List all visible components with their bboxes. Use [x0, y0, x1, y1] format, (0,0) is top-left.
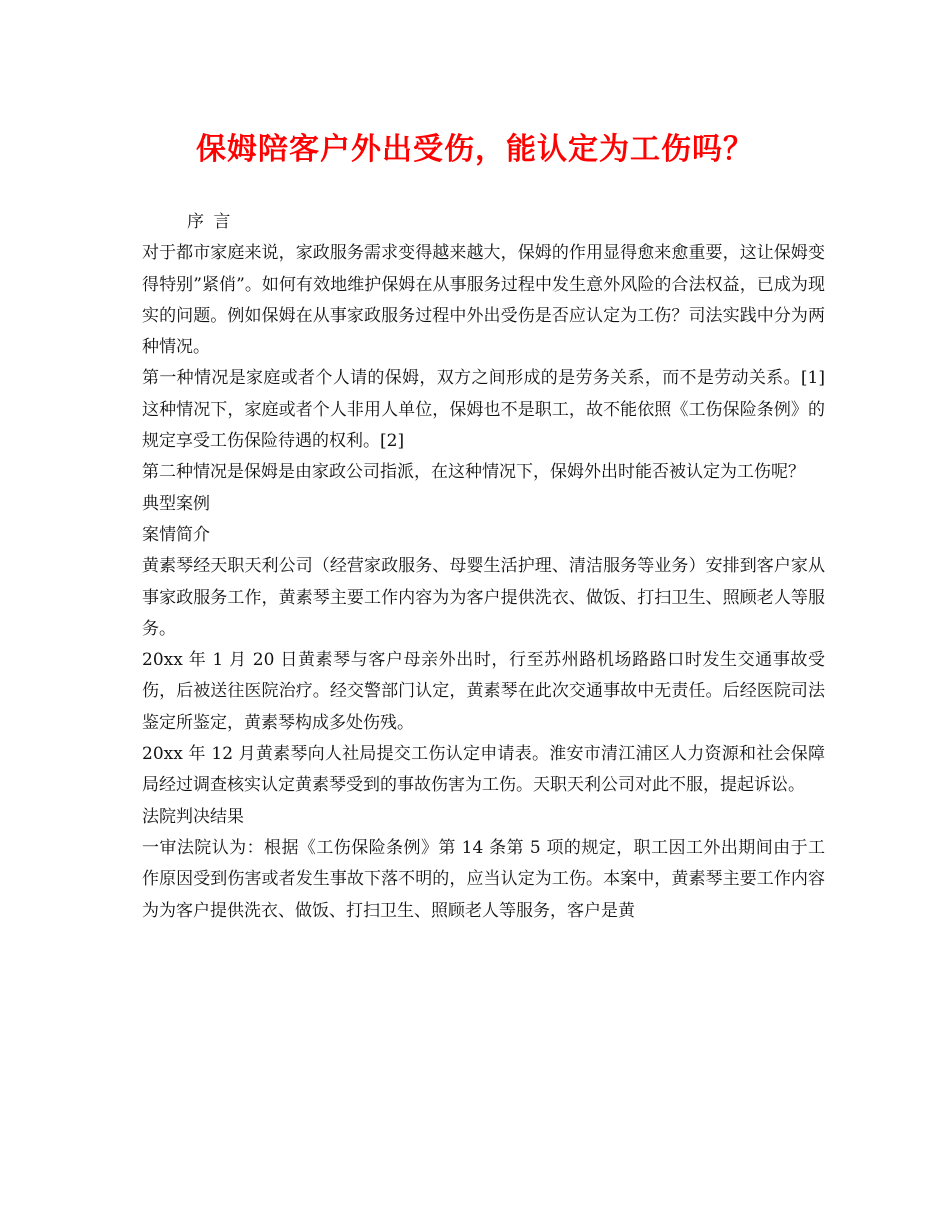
preface-heading: 序 言: [187, 212, 233, 232]
paragraph-application: 20xx 年 12 月黄素琴向人社局提交工伤认定申请表。淮安市清江浦区人力资源和社会保障局经过调查核实认定黄素琴受到的事故伤害为工伤。天职天利公司对此不服，提起诉讼。: [142, 744, 825, 796]
paragraph-first-instance: 一审法院认为：根据《工伤保险条例》第 14 条第 5 项的规定，职工因工外出期间由于工作原因受到伤害或者发生事故下落不明的，应当认定为工伤。本案中，黄素琴主要工作内容为为客户提供洗衣、做饭、打扫卫生、照顾老人等服务，客户是黄: [142, 837, 825, 921]
section-heading-typical-case: 典型案例: [142, 493, 210, 514]
document-title: 保姆陪客户外出受伤，能认定为工伤吗？: [196, 132, 754, 167]
paragraph-intro: 对于都市家庭来说，家政服务需求变得越来越大，保姆的作用显得愈来愈重要，这让保姆变得特别”紧俏”。如何有效地维护保姆在从事服务过程中发生意外风险的合法权益，已成为现实的问题。例如保姆在从事家政服务过程中外出受伤是否应认定为工伤？司法实践中分为两种情况。: [142, 243, 825, 358]
section-heading-case-summary: 案情简介: [142, 524, 210, 545]
paragraph-case-background: 黄素琴经天职天利公司（经营家政服务、母婴生活护理、清洁服务等业务）安排到客户家从事家政服务工作，黄素琴主要工作内容为为客户提供洗衣、做饭、打扫卫生、照顾老人等服务。: [142, 556, 825, 639]
document-body: [142, 207, 825, 927]
paragraph-case-two: 第二种情况是保姆是由家政公司指派，在这种情况下，保姆外出时能否被认定为工伤呢？: [142, 462, 805, 483]
section-heading-judgment: 法院判决结果: [142, 806, 244, 827]
paragraph-accident: 20xx 年 1 月 20 日黄素琴与客户母亲外出时，行至苏州路机场路路口时发生交通事故受伤，后被送往医院治疗。经交警部门认定，黄素琴在此次交通事故中无责任。后经医院司法鉴定所鉴定，黄素琴构成多处伤残。: [142, 650, 825, 733]
paragraph-case-one: 第一种情况是家庭或者个人请的保姆，双方之间形成的是劳务关系，而不是劳动关系。[1] 这种情况下，家庭或者个人非用人单位，保姆也不是职工，故不能依照《工伤保险条例》的规定享受工伤保险待遇的权利。[2]: [142, 368, 825, 452]
